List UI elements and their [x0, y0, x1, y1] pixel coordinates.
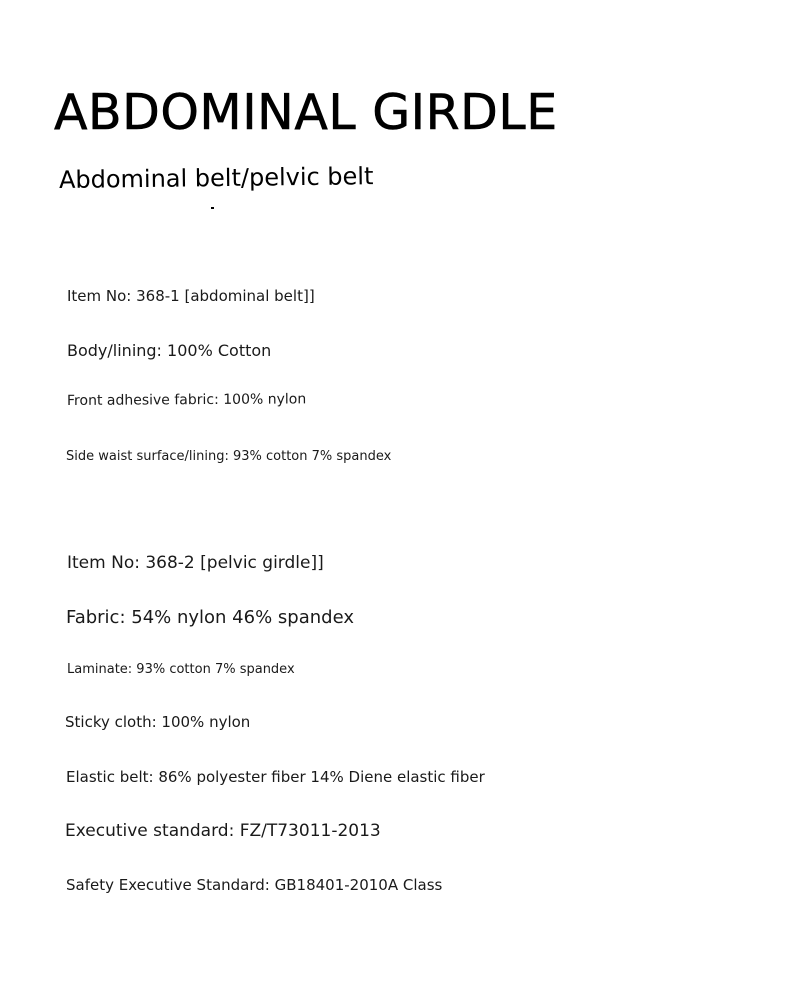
laminate-spec: Laminate: 93% cotton 7% spandex [67, 662, 295, 677]
front-adhesive-spec: Front adhesive fabric: 100% nylon [66, 391, 307, 409]
page-subtitle: Abdominal belt/pelvic belt [58, 162, 374, 194]
body-lining-spec: Body/lining: 100% Cotton [67, 341, 272, 360]
side-waist-spec: Side waist surface/lining: 93% cotton 7% spandex [66, 449, 392, 464]
item-no-pelvic-girdle: Item No: 368-2 [pelvic girdle]] [67, 553, 324, 573]
page-title: ABDOMINAL GIRDLE [54, 84, 558, 141]
fabric-spec: Fabric: 54% nylon 46% spandex [66, 607, 354, 628]
sticky-cloth-spec: Sticky cloth: 100% nylon [65, 713, 251, 731]
elastic-belt-spec: Elastic belt: 86% polyester fiber 14% Diene elastic fiber [66, 768, 485, 786]
item-no-abdominal-belt: Item No: 368-1 [abdominal belt]] [67, 287, 315, 305]
stray-mark [211, 207, 214, 209]
safety-standard-spec: Safety Executive Standard: GB18401-2010A Class [66, 876, 443, 894]
executive-standard-spec: Executive standard: FZ/T73011-2013 [65, 821, 381, 841]
